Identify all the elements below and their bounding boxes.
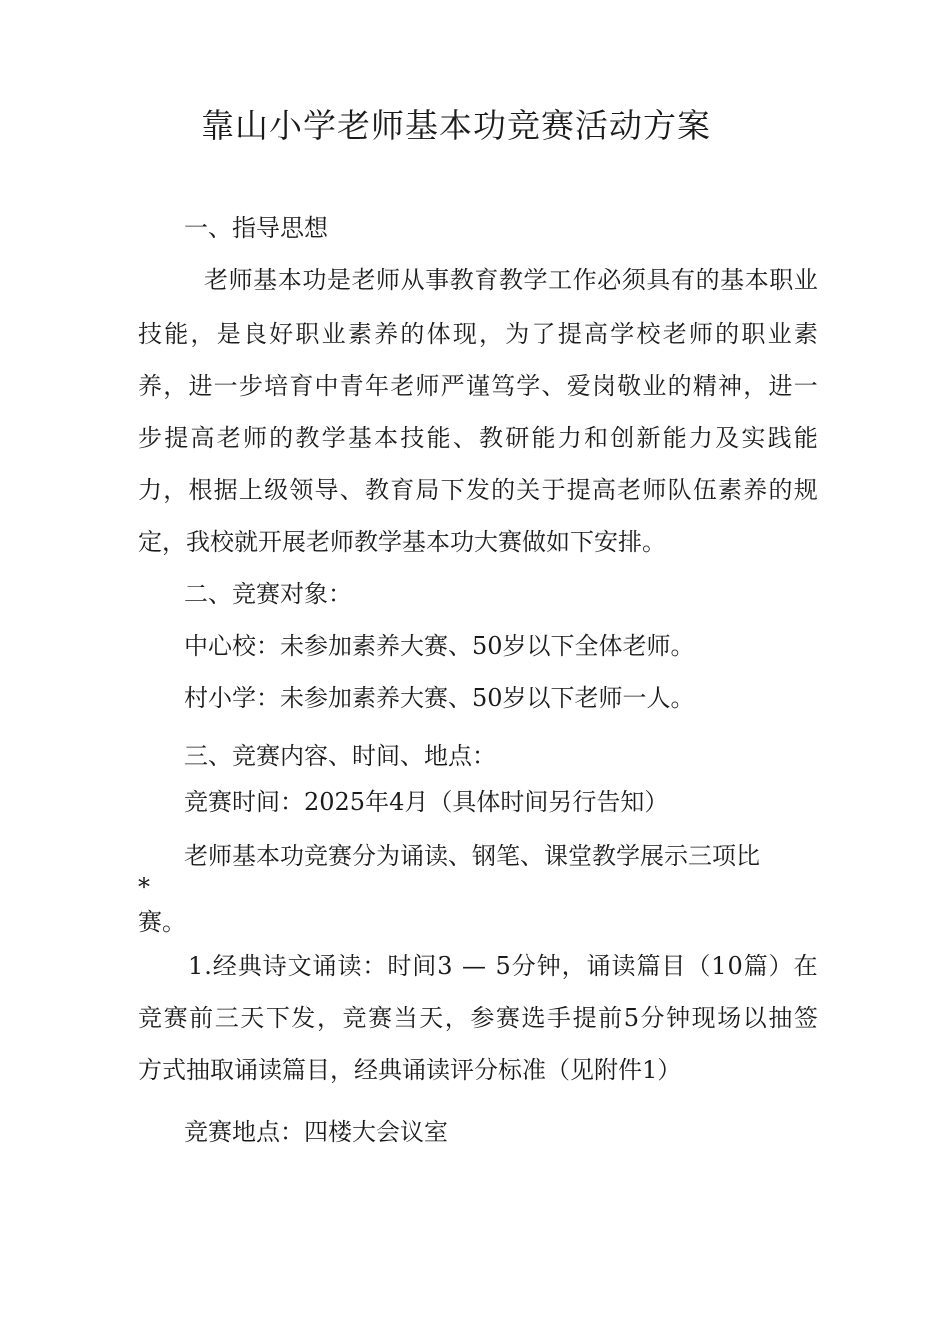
item1-line-2: 竞 赛 前 三 天 下 发 ， 竞 赛 当 天 ， 参 赛 选 手 提 前 5 分 钟 现 场 以 抽 签 xyxy=(138,1004,818,1032)
section1-para-line-1: 老 师 基 本 功 是 老 师 从 事 教 育 教 学 工 作 必 须 具 有 的 基 本 职 业 xyxy=(204,266,818,294)
document-title: 靠山小学老师基本功竞赛活动方案 xyxy=(201,106,711,145)
section3-heading: 三、竞赛内容、时间、地点： xyxy=(184,742,496,770)
target-center-school: 中心校：未参加素养大赛、50岁以下全体老师。 xyxy=(184,632,695,660)
item1-line-1: 1 . 经 典 诗 文 诵 读 ： 时 间 3 — 5 分 钟 ， 诵 读 篇 目 （ 1 0 篇 ） 在 xyxy=(188,952,818,980)
section2-heading: 二、竞赛对象： xyxy=(184,580,352,608)
section1-para-line-2: 技 能 ， 是 良 好 职 业 素 养 的 体 现 ， 为 了 提 高 学 校 老 师 的 职 业 素 xyxy=(138,320,818,348)
section1-para-line-3: 养 ， 进 一 步 培 育 中 青 年 老 师 严 谨 笃 学 、 爱 岗 敬 业 的 精 神 ， 进 一 xyxy=(138,372,818,400)
asterisk-mark: * xyxy=(138,873,150,901)
competition-intro-line-2: 赛。 xyxy=(138,908,186,936)
target-village-school: 村小学：未参加素养大赛、50岁以下老师一人。 xyxy=(184,684,695,712)
competition-location: 竞赛地点：四楼大会议室 xyxy=(184,1118,448,1146)
section1-para-line-5: 力 ， 根 据 上 级 领 导 、 教 育 局 下 发 的 关 于 提 高 老 师 队 伍 素 养 的 规 xyxy=(138,476,818,504)
item1-line-3: 方式抽取诵读篇目，经典诵读评分标准（见附件1） xyxy=(138,1056,682,1084)
competition-time: 竞赛时间：2025年4月（具体时间另行告知） xyxy=(184,788,669,816)
section1-para-line-6: 定，我校就开展老师教学基本功大赛做如下安排。 xyxy=(138,528,666,556)
competition-intro-line-1: 老师基本功竞赛分为诵读、钢笔、课堂教学展示三项比 xyxy=(184,842,760,870)
section1-para-line-4: 步 提 高 老 师 的 教 学 基 本 技 能 、 教 研 能 力 和 创 新 能 力 及 实 践 能 xyxy=(138,424,818,452)
section1-heading: 一、指导思想 xyxy=(184,214,328,242)
